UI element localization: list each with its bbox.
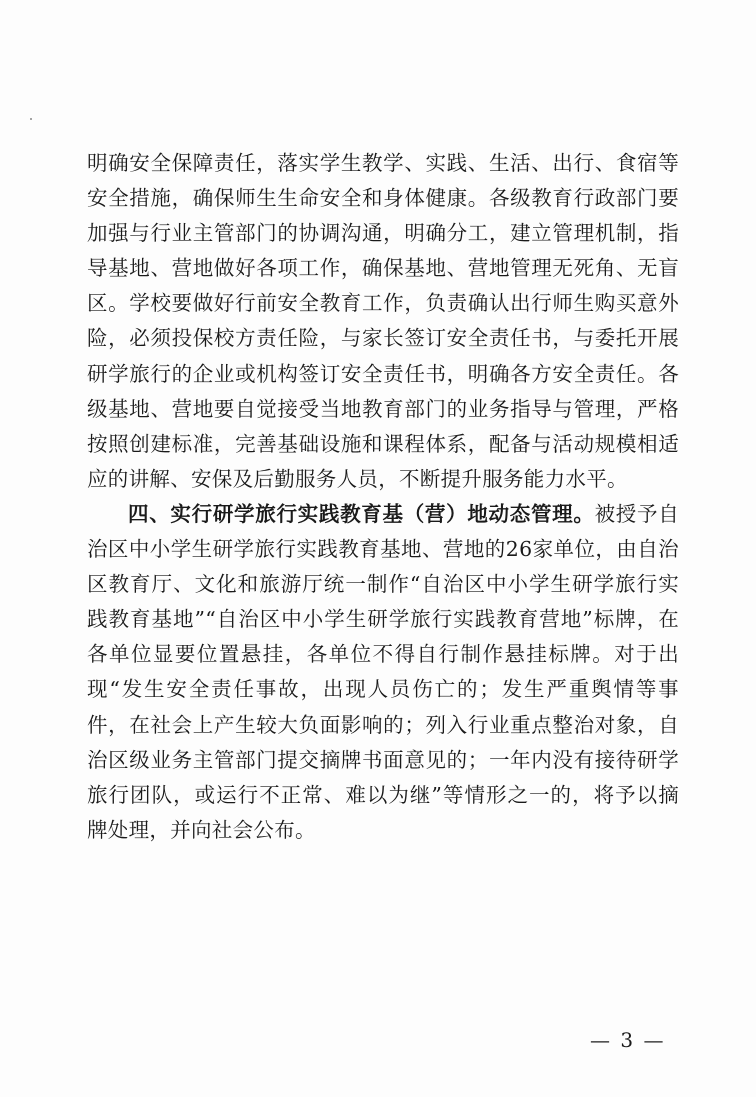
paragraph-safety-responsibility: 明确安全保障责任，落实学生教学、实践、生活、出行、食宿等安全措施，确保师生生命安全和身体健康。各级教育行政部门要加强与行业主管部门的协调沟通，明确分工，建立管理机制，指导基地、营地做好各项工作，确保基地、营地管理无死角、无盲区。学校要做好行前安全教育工作，负责确认出行师生购买意外险，必须投保校方责任险，与家长签订安全责任书，与委托开展研学旅行的企业或机构签订安全责任书，明确各方安全责任。各级基地、营地要自觉接受当地教育部门的业务指导与管理，严格按照创建标准，完善基础设施和课程体系，配备与活动规模相适应的讲解、安保及后勤服务人员，不断提升服务能力水平。 [87, 151, 679, 491]
section-body: 被授予自治区中小学生研学旅行实践教育基地、营地的26家单位，由自治区教育厅、文化和旅游厅统一制作“自治区中小学生研学旅行实践教育基地”“自治区中小学生研学旅行实践教育营地”标牌，在各单位显要位置悬挂，各单位不得自行制作悬挂标牌。对于出现“发生安全责任事故，出现人员伤亡的；发生严重舆情等事件，在社会上产生较大负面影响的；列入行业重点整治对象，自治区级业务主管部门提交摘牌书面意见的；一年内没有接待研学旅行团队，或运行不正常、难以为继”等情形之一的，将予以摘牌处理，并向社会公布。 [87, 501, 680, 842]
scan-speck [30, 118, 32, 120]
section-heading: 四、实行研学旅行实践教育基（营）地动态管理。 [128, 501, 595, 526]
paragraph-dynamic-management [87, 497, 679, 848]
page-number: — 3 — [590, 1028, 666, 1052]
body-text [87, 146, 679, 848]
